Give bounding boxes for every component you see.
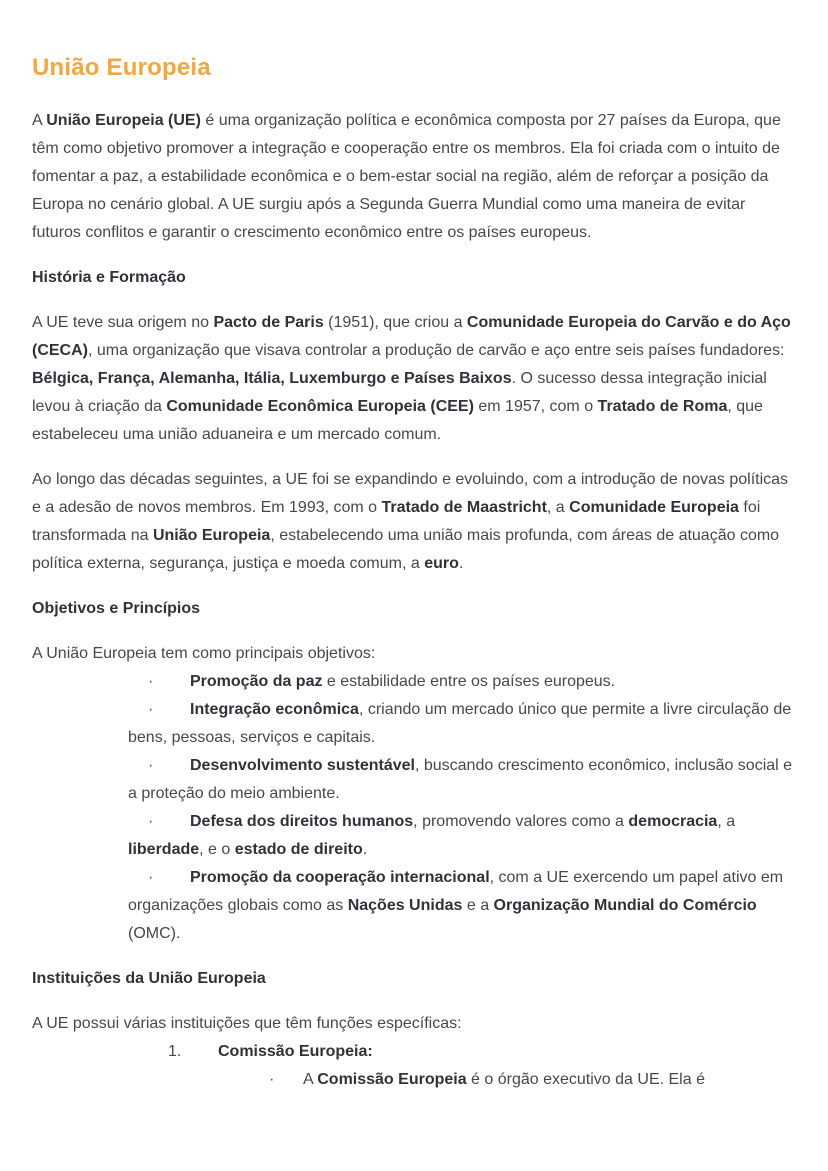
paragraph xyxy=(32,107,796,247)
bullet-item xyxy=(32,668,796,696)
bold-text-run: Pacto de Paris xyxy=(213,314,324,331)
text-run: A xyxy=(303,1071,318,1088)
bold-text-run: democracia xyxy=(628,813,718,830)
bold-text-run: Desenvolvimento sustentável xyxy=(190,757,415,774)
text-run: , e o xyxy=(199,841,235,858)
bold-text-run: União Europeia xyxy=(152,527,271,544)
bullet-item-text xyxy=(128,813,735,858)
text-run: , uma organização que visava controlar a produção de carvão e aço entre seis países fundadores: xyxy=(88,342,785,359)
text-run: em 1957, com o xyxy=(473,398,598,415)
bold-text-run: Promoção da paz xyxy=(190,673,323,690)
text-run: , promovendo valores como a xyxy=(413,813,629,830)
text-run: A UE possui várias instituições que têm funções específicas: xyxy=(32,1015,462,1032)
text-run: . O sucesso dessa integração inicial levou à criação da xyxy=(32,370,767,415)
text-run: , que estabeleceu uma união aduaneira e um mercado comum. xyxy=(32,398,763,443)
text-run: , buscando crescimento econômico, inclusão social e a proteção do meio ambiente. xyxy=(128,757,793,802)
bold-text-run: Defesa dos direitos humanos xyxy=(190,813,414,830)
document-title: União Europeia xyxy=(32,54,211,81)
list-number: 1. xyxy=(168,1043,182,1060)
paragraph xyxy=(32,640,796,668)
bold-text-run: euro xyxy=(424,555,459,572)
bold-text-run: União Europeia (UE) xyxy=(46,112,201,129)
bold-text-run: Promoção da cooperação internacional xyxy=(190,869,490,886)
text-run: , a xyxy=(546,499,570,516)
text-run: . xyxy=(362,841,368,858)
sub-bullet-item xyxy=(32,1066,796,1094)
bullet-icon: · xyxy=(148,813,154,830)
text-run: , com a UE exercendo um papel ativo em organizações globais como as xyxy=(128,869,784,914)
bullet-item xyxy=(32,752,796,808)
text-run: Ao longo das décadas seguintes, a UE foi se expandindo e evoluindo, com a introdução de novas políticas e a adesão de novos membros. Em 1993, com o xyxy=(32,471,789,516)
text-run: e a xyxy=(462,897,494,914)
bullet-icon: · xyxy=(269,1071,275,1088)
bold-text-run: Tratado de Maastricht xyxy=(381,499,547,516)
bullet-item-text xyxy=(128,757,792,802)
numbered-list xyxy=(32,1038,796,1094)
bold-text-run: Comunidade Europeia xyxy=(569,499,739,516)
text-run: e estabilidade entre os países europeus. xyxy=(322,673,616,690)
text-run: (1951), que criou a xyxy=(323,314,467,331)
bold-text-run: Bélgica, França, Alemanha, Itália, Luxemburgo e Países Baixos xyxy=(32,370,512,387)
bullet-item-text xyxy=(190,673,615,690)
paragraph xyxy=(32,309,796,449)
bullet-item xyxy=(32,864,796,948)
text-run: A UE teve sua origem no xyxy=(32,314,214,331)
paragraph xyxy=(32,466,796,578)
text-run: (OMC). xyxy=(128,925,181,942)
bold-text-run: liberdade xyxy=(128,841,200,858)
text-run: foi transformada na xyxy=(32,499,761,544)
bold-text-run: Integração econômica xyxy=(190,701,359,718)
bold-text-run: Tratado de Roma xyxy=(597,398,728,415)
bullet-icon: · xyxy=(148,757,154,774)
bullet-item xyxy=(32,696,796,752)
text-run: é o órgão executivo da UE. Ela é xyxy=(466,1071,705,1088)
bold-text-run: Comissão Europeia xyxy=(317,1071,467,1088)
numbered-item-text xyxy=(218,1043,373,1060)
numbered-item xyxy=(32,1038,796,1066)
bold-text-run: estado de direito xyxy=(234,841,363,858)
text-run: . xyxy=(458,555,464,572)
bold-text-run: Organização Mundial do Comércio xyxy=(493,897,757,914)
bullet-item-text xyxy=(128,701,791,746)
section-heading: Instituições da União Europeia xyxy=(32,970,266,987)
bullet-item xyxy=(32,808,796,864)
bullet-icon: · xyxy=(148,869,154,886)
paragraph xyxy=(32,1010,796,1038)
bold-text-run: Comissão Europeia: xyxy=(218,1043,373,1060)
bullet-list xyxy=(32,668,796,948)
bullet-icon: · xyxy=(148,673,154,690)
section-heading: Objetivos e Princípios xyxy=(32,600,201,617)
sub-bullet-item-text xyxy=(303,1071,705,1088)
text-run: A xyxy=(32,112,47,129)
text-run: A União Europeia tem como principais objetivos: xyxy=(32,645,376,662)
bold-text-run: Comunidade Europeia do Carvão e do Aço (CECA) xyxy=(32,314,791,359)
text-run: , estabelecendo uma união mais profunda, com áreas de atuação como política externa, segurança, justiça e moeda comum, a xyxy=(32,527,780,572)
bold-text-run: Comunidade Econômica Europeia (CEE) xyxy=(166,398,474,415)
bold-text-run: Nações Unidas xyxy=(347,897,463,914)
bullet-icon: · xyxy=(148,701,154,718)
section-heading: História e Formação xyxy=(32,269,186,286)
text-run: é uma organização política e econômica composta por 27 países da Europa, que têm como objetivo promover a integração e cooperação entre os membros. Ela foi criada com o intuito de fomentar a paz, a estabilidade econômica e o bem-estar social na região, além de reforçar a posição da Europa no cenário global. A UE surgiu após a Segunda Guerra Mundial como uma maneira de evitar futuros conflitos e garantir o crescimento econômico entre os países europeus. xyxy=(32,112,781,241)
text-run: , criando um mercado único que permite a livre circulação de bens, pessoas, serviços e capitais. xyxy=(128,701,792,746)
bullet-item-text xyxy=(128,869,783,942)
document-body xyxy=(32,107,796,1094)
text-run: , a xyxy=(717,813,736,830)
